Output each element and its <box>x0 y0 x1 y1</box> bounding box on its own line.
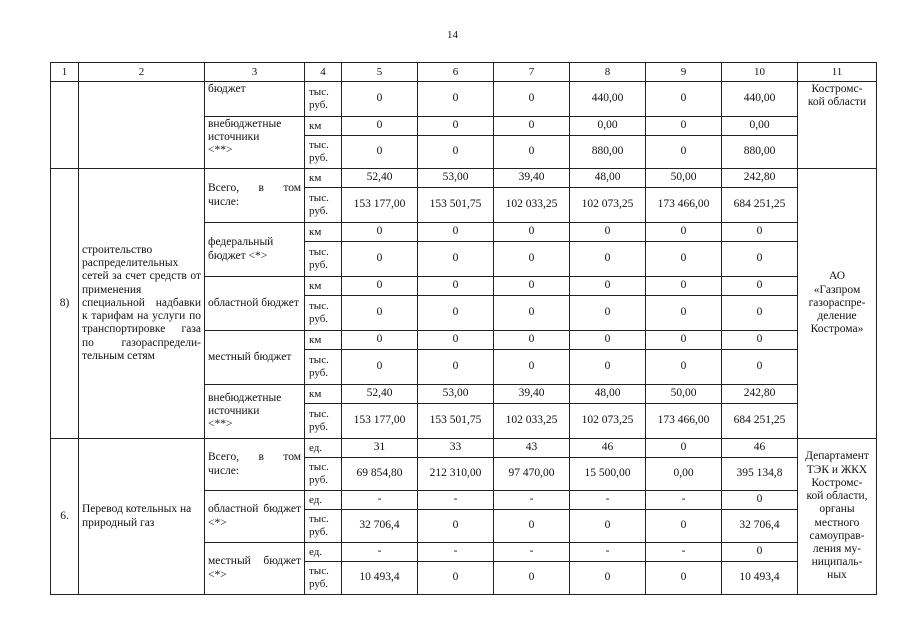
name-cell <box>79 82 205 169</box>
measure-name: строительство распределительных сетей за счет средств от применения специальной надбавки к тарифам на услуги по транспортировке газа по газораспредели-тельным сетям <box>79 169 205 439</box>
col-header: 10 <box>722 63 798 82</box>
value-cell: 15 500,00 <box>570 458 646 491</box>
value-cell: 0 <box>494 277 570 296</box>
value-cell: 0 <box>342 331 418 350</box>
value-cell: 153 501,75 <box>418 188 494 223</box>
value-cell: 0 <box>418 117 494 136</box>
col-header: 8 <box>570 63 646 82</box>
value-cell: 242,80 <box>722 169 798 188</box>
source-cell: областной бюджет <box>205 277 305 331</box>
row-number: 8) <box>51 169 79 439</box>
col-header: 6 <box>418 63 494 82</box>
value-cell: 0 <box>722 277 798 296</box>
value-cell: 0 <box>570 510 646 543</box>
value-cell: 0 <box>494 136 570 169</box>
value-cell: 173 466,00 <box>646 404 722 439</box>
value-cell: 0 <box>570 223 646 242</box>
unit-cell: тыс. руб. <box>305 242 342 277</box>
value-cell: 0 <box>722 331 798 350</box>
value-cell: 46 <box>722 439 798 458</box>
value-cell: 0 <box>494 331 570 350</box>
value-cell: 0 <box>342 117 418 136</box>
value-cell: 0 <box>342 223 418 242</box>
source-cell: областной бюджет <*> <box>205 491 305 543</box>
value-cell: 153 177,00 <box>342 188 418 223</box>
value-cell: 0,00 <box>722 117 798 136</box>
unit-cell: тыс. руб. <box>305 296 342 331</box>
value-cell: 173 466,00 <box>646 188 722 223</box>
value-cell: 0 <box>418 562 494 595</box>
value-cell: 39,40 <box>494 385 570 404</box>
value-cell: 880,00 <box>570 136 646 169</box>
value-cell: 39,40 <box>494 169 570 188</box>
value-cell: 0 <box>418 331 494 350</box>
value-cell: 212 310,00 <box>418 458 494 491</box>
table-body <box>51 63 877 595</box>
col-header: 7 <box>494 63 570 82</box>
value-cell: 0 <box>722 491 798 510</box>
value-cell: 102 033,25 <box>494 404 570 439</box>
value-cell: 0 <box>570 350 646 385</box>
value-cell: 0 <box>342 82 418 117</box>
value-cell: 50,00 <box>646 169 722 188</box>
value-cell: 97 470,00 <box>494 458 570 491</box>
value-cell: 684 251,25 <box>722 188 798 223</box>
value-cell: 46 <box>570 439 646 458</box>
value-cell: 0 <box>722 543 798 562</box>
value-cell: 395 134,8 <box>722 458 798 491</box>
value-cell: 0 <box>494 82 570 117</box>
row-number: 6. <box>51 439 79 595</box>
value-cell: 0 <box>646 510 722 543</box>
col-header: 9 <box>646 63 722 82</box>
unit-cell: тыс. руб. <box>305 458 342 491</box>
value-cell: 10 493,4 <box>342 562 418 595</box>
unit-cell: ед. <box>305 543 342 562</box>
source-cell: местный бюджет <box>205 331 305 385</box>
value-cell: - <box>418 543 494 562</box>
value-cell: 153 501,75 <box>418 404 494 439</box>
value-cell: 0 <box>646 136 722 169</box>
value-cell: 0 <box>570 277 646 296</box>
value-cell: 32 706,4 <box>722 510 798 543</box>
value-cell: 0 <box>722 350 798 385</box>
executor-cell: Костромс- кой области <box>798 82 877 169</box>
value-cell: 0 <box>570 242 646 277</box>
value-cell: 53,00 <box>418 169 494 188</box>
source-cell: Всего, в том числе: <box>205 169 305 223</box>
value-cell: - <box>494 491 570 510</box>
unit-cell: тыс. руб. <box>305 350 342 385</box>
unit-cell: км <box>305 117 342 136</box>
value-cell: 0 <box>570 562 646 595</box>
value-cell: 0 <box>722 296 798 331</box>
value-cell: 0 <box>418 277 494 296</box>
value-cell: 102 073,25 <box>570 404 646 439</box>
unit-cell: тыс. руб. <box>305 510 342 543</box>
value-cell: - <box>418 491 494 510</box>
value-cell: 48,00 <box>570 385 646 404</box>
value-cell: 32 706,4 <box>342 510 418 543</box>
col-header: 1 <box>51 63 79 82</box>
unit-cell: тыс. руб. <box>305 562 342 595</box>
value-cell: 0 <box>646 350 722 385</box>
source-cell: федеральный бюджет <*> <box>205 223 305 277</box>
value-cell: 43 <box>494 439 570 458</box>
value-cell: 10 493,4 <box>722 562 798 595</box>
page-number: 14 <box>447 29 458 41</box>
value-cell: 0 <box>494 350 570 385</box>
value-cell: 0 <box>722 242 798 277</box>
value-cell: 0 <box>418 296 494 331</box>
col-header: 11 <box>798 63 877 82</box>
value-cell: 0 <box>722 223 798 242</box>
value-cell: 0 <box>342 350 418 385</box>
source-cell: бюджет <box>205 82 305 117</box>
value-cell: - <box>646 491 722 510</box>
value-cell: 0 <box>418 350 494 385</box>
value-cell: 0 <box>494 242 570 277</box>
value-cell: 684 251,25 <box>722 404 798 439</box>
value-cell: 0 <box>494 117 570 136</box>
col-header: 4 <box>305 63 342 82</box>
value-cell: 0 <box>646 331 722 350</box>
value-cell: 0 <box>646 242 722 277</box>
source-cell: местный бюджет <*> <box>205 543 305 595</box>
unit-cell: тыс. руб. <box>305 136 342 169</box>
value-cell: 0 <box>646 439 722 458</box>
measure-name: Перевод котельных на природный газ <box>79 439 205 595</box>
value-cell: 0 <box>646 277 722 296</box>
value-cell: 50,00 <box>646 385 722 404</box>
value-cell: 52,40 <box>342 169 418 188</box>
value-cell: 0 <box>646 117 722 136</box>
value-cell: 0 <box>646 296 722 331</box>
value-cell: - <box>494 543 570 562</box>
unit-cell: км <box>305 223 342 242</box>
program-table <box>50 62 877 595</box>
num-cell <box>51 82 79 169</box>
value-cell: 0,00 <box>570 117 646 136</box>
value-cell: - <box>570 491 646 510</box>
unit-cell: км <box>305 277 342 296</box>
unit-cell: тыс. руб. <box>305 404 342 439</box>
table-row <box>51 439 877 458</box>
value-cell: 102 033,25 <box>494 188 570 223</box>
value-cell: 48,00 <box>570 169 646 188</box>
unit-cell: км <box>305 385 342 404</box>
unit-cell: тыс. руб. <box>305 82 342 117</box>
value-cell: 0 <box>494 223 570 242</box>
value-cell: 880,00 <box>722 136 798 169</box>
executor-cell: АО «Газпром газораспре- деление Кострома» <box>798 169 877 439</box>
col-header: 5 <box>342 63 418 82</box>
value-cell: 0 <box>418 242 494 277</box>
value-cell: 242,80 <box>722 385 798 404</box>
value-cell: 0 <box>342 242 418 277</box>
value-cell: 0 <box>646 223 722 242</box>
unit-cell: км <box>305 331 342 350</box>
table-row <box>51 82 877 117</box>
value-cell: - <box>342 543 418 562</box>
unit-cell: км <box>305 169 342 188</box>
value-cell: 0 <box>494 296 570 331</box>
value-cell: 0 <box>646 82 722 117</box>
value-cell: 0 <box>342 136 418 169</box>
value-cell: 153 177,00 <box>342 404 418 439</box>
value-cell: 102 073,25 <box>570 188 646 223</box>
value-cell: 0 <box>570 331 646 350</box>
value-cell: 31 <box>342 439 418 458</box>
unit-cell: ед. <box>305 491 342 510</box>
source-cell: Всего, в том числе: <box>205 439 305 491</box>
value-cell: 0,00 <box>646 458 722 491</box>
value-cell: - <box>342 491 418 510</box>
value-cell: 0 <box>342 296 418 331</box>
value-cell: 33 <box>418 439 494 458</box>
value-cell: 440,00 <box>722 82 798 117</box>
source-cell: внебюджетные источники <**> <box>205 117 305 169</box>
value-cell: 69 854,80 <box>342 458 418 491</box>
value-cell: 0 <box>342 277 418 296</box>
value-cell: 52,40 <box>342 385 418 404</box>
value-cell: 0 <box>418 136 494 169</box>
col-header: 3 <box>205 63 305 82</box>
value-cell: 0 <box>418 82 494 117</box>
unit-cell: тыс. руб. <box>305 188 342 223</box>
value-cell: 0 <box>646 562 722 595</box>
value-cell: 0 <box>570 296 646 331</box>
value-cell: 53,00 <box>418 385 494 404</box>
executor-cell: Департамент ТЭК и ЖКХ Костромс- кой области, органы местного самоуправ- ления му- ниципаль- ных <box>798 439 877 595</box>
col-header: 2 <box>79 63 205 82</box>
table-row <box>51 169 877 188</box>
value-cell: 0 <box>494 510 570 543</box>
value-cell: 0 <box>418 510 494 543</box>
value-cell: - <box>646 543 722 562</box>
header-row <box>51 63 877 82</box>
value-cell: 0 <box>494 562 570 595</box>
source-cell: внебюджетные источники <**> <box>205 385 305 439</box>
value-cell: 440,00 <box>570 82 646 117</box>
value-cell: - <box>570 543 646 562</box>
value-cell: 0 <box>418 223 494 242</box>
unit-cell: ед. <box>305 439 342 458</box>
